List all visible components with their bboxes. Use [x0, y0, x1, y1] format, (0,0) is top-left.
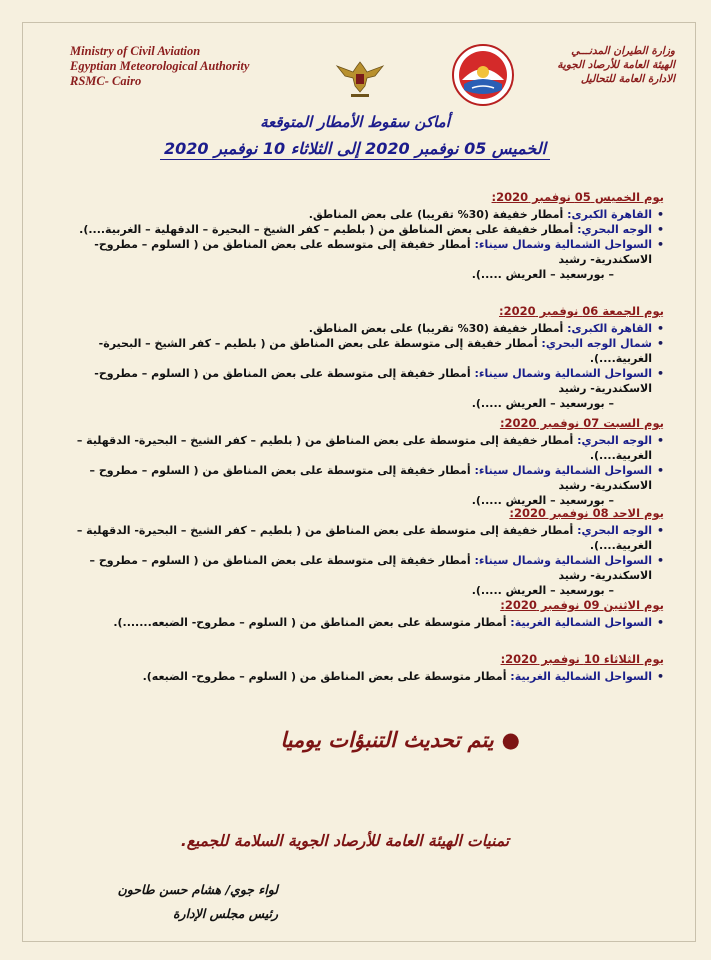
forecast-item: [48, 463, 664, 493]
region-label: السواحل الشمالية الغربية:: [510, 616, 652, 629]
signature-name: لواء جوي/ هشام حسن طاحون: [117, 882, 278, 897]
forecast-day-3: [48, 416, 664, 508]
forecast-item: [48, 237, 664, 267]
forecast-item: [48, 222, 664, 237]
forecast-item: [48, 523, 664, 553]
day-heading: يوم الجمعة 06 نوفمبر 2020:: [499, 304, 664, 318]
day-heading: يوم الخميس 05 نوفمبر 2020:: [491, 190, 664, 204]
date-range-subtitle: الخميس 05 نوفمبر 2020 إلى الثلاثاء 10 نوفمبر 2020: [160, 139, 550, 160]
region-label: السواحل الشمالية وشمال سيناء:: [474, 238, 652, 251]
forecast-text: أمطار خفيفة إلى متوسطة على بعض المناطق من ( السلوم – مطروح – الاسكندرية- رشيد: [89, 554, 652, 582]
region-label: السواحل الشمالية وشمال سيناء:: [474, 464, 652, 477]
forecast-item: [48, 336, 664, 366]
forecast-text: أمطار خفيفة إلى متوسطة على بعض المناطق من ( بلطيم – كفر الشيخ – البحيرة- الدقهلية – الغربية....).: [76, 524, 652, 552]
region-label: السواحل الشمالية وشمال سيناء:: [474, 367, 652, 380]
forecast-text: أمطار خفيفة (30% تقريبا) على بعض المناطق.: [308, 322, 568, 335]
signature-position: رئيس مجلس الإدارة: [173, 906, 278, 921]
forecast-item: [48, 433, 664, 463]
forecast-text-continued: – بورسعيد – العريش .....).: [471, 397, 614, 410]
forecast-item: [48, 207, 664, 222]
region-label: الوجه البحري:: [577, 223, 652, 236]
authority-name-en: Egyptian Meteorological Authority: [70, 59, 250, 73]
forecast-text: أمطار خفيفة إلى متوسطة على بعض المناطق من ( بلطيم – كفر الشيخ – البحيرة- الغربية....).: [98, 337, 652, 365]
region-label: القاهرة الكبرى:: [567, 208, 652, 221]
forecast-day-6: [48, 652, 664, 684]
region-label: السواحل الشمالية الغربية:: [510, 670, 652, 683]
ministry-name-ar: وزارة الطيران المدنـــي: [571, 45, 675, 57]
region-label: القاهرة الكبرى:: [567, 322, 652, 335]
day-heading: يوم السبت 07 نوفمبر 2020:: [499, 416, 664, 430]
daily-update-note: [200, 728, 520, 752]
forecast-text: أمطار خفيفة إلى متوسطة على بعض المناطق من ( السلوم – مطروح- الاسكندرية- رشيد: [94, 367, 652, 395]
rsmc-name-en: RSMC- Cairo: [70, 74, 142, 88]
eagle-emblem-logo: [335, 52, 385, 100]
forecast-text: أمطار متوسطة على بعض المناطق من ( السلوم – مطروح- الضبعه.......).: [113, 616, 511, 629]
day-heading: يوم الثلاثاء 10 نوفمبر 2020:: [500, 652, 664, 666]
header-english: [70, 44, 310, 89]
forecast-text: أمطار خفيفة إلى متوسطه على بعض المناطق من ( السلوم – مطروح- الاسكندرية- رشيد: [94, 238, 652, 266]
department-name-ar: الادارة العامة للتحاليل: [580, 73, 675, 85]
region-label: السواحل الشمالية وشمال سيناء:: [474, 554, 652, 567]
forecast-text-continued: – بورسعيد – العريش .....).: [471, 494, 614, 507]
forecast-item: [48, 553, 664, 583]
forecast-text-continued: – بورسعيد – العريش .....).: [471, 584, 614, 597]
bullet-icon: ●: [501, 728, 520, 752]
ministry-name-en: Ministry of Civil Aviation: [70, 44, 201, 58]
authority-name-ar: الهيئة العامة للأرصاد الجوية: [557, 59, 675, 71]
forecast-item: [48, 615, 664, 630]
forecast-text: أمطار خفيفة إلى متوسطة على بعض المناطق من ( السلوم – مطروح – الاسكندرية- رشيد: [89, 464, 652, 492]
forecast-item: [48, 321, 664, 336]
region-label: الوجه البحري:: [577, 524, 652, 537]
forecast-text: أمطار خفيفة (30% تقريبا) على بعض المناطق.: [308, 208, 568, 221]
meteorological-authority-logo: [452, 44, 514, 106]
forecast-item: [48, 669, 664, 684]
day-heading: يوم الاثنين 09 نوفمبر 2020:: [500, 598, 664, 612]
forecast-day-1: [48, 190, 664, 282]
forecast-day-5: [48, 598, 664, 630]
forecast-item: [48, 366, 664, 396]
forecast-text-continued: – بورسعيد – العريش .....).: [471, 268, 614, 281]
forecast-day-2: [48, 304, 664, 411]
daily-update-text: يتم تحديث التنبؤات يوميا: [280, 728, 494, 752]
forecast-day-4: [48, 506, 664, 598]
region-label: شمال الوجه البحري:: [541, 337, 652, 350]
day-heading: يوم الاحد 08 نوفمبر 2020:: [509, 506, 664, 520]
closing-message: تمنيات الهيئة العامة للأرصاد الجوية السلامة للجميع.: [180, 832, 510, 850]
forecast-text: أمطار متوسطة على بعض المناطق من ( السلوم – مطروح- الضبعه).: [142, 670, 511, 683]
forecast-text: أمطار خفيفة إلى متوسطة على بعض المناطق من ( بلطيم – كفر الشيخ – البحيرة- الدقهلية – الغربية....).: [76, 434, 652, 462]
header-arabic: [525, 44, 675, 86]
document-title: أماكن سقوط الأمطار المتوقعة: [260, 113, 450, 131]
region-label: الوجه البحري:: [577, 434, 652, 447]
forecast-text: أمطار خفيفة على بعض المناطق من ( بلطيم – كفر الشيخ – البحيرة – الدقهلية – الغربية....).: [79, 223, 578, 236]
